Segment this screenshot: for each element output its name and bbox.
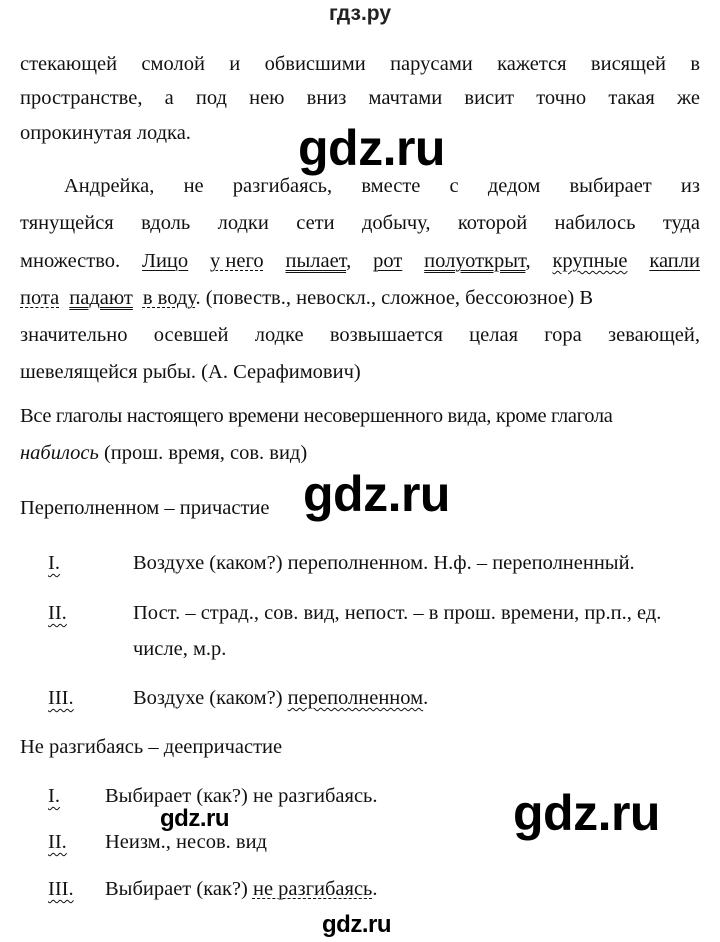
text-line-4: Андрейка, не разгибаясь, вместе с дедом выбирает из — [64, 175, 700, 197]
watermark: gdz.ru — [298, 120, 445, 176]
text-line-11 — [20, 441, 307, 465]
section-title-gerund: Не разгибаясь – деепричастие — [20, 736, 283, 758]
attribute-word: крупные — [552, 250, 628, 272]
roman-numeral: III. — [48, 878, 74, 900]
text-part: Выбирает (как?) — [105, 878, 253, 900]
roman-numeral: II. — [48, 602, 67, 624]
attribute-word: переполненном — [287, 687, 424, 709]
text-line-8: значительно осевшей лодке возвышается целая гора зевающей, — [20, 324, 700, 346]
adverbial-word: не разгибаясь — [252, 878, 373, 900]
item-text: числе, м.р. — [133, 638, 227, 660]
text-rest: . (повеств., невоскл., сложное, бессоюзное) В — [195, 287, 594, 309]
italic-word: набилось — [20, 442, 99, 464]
subject-word: Лицо — [142, 250, 189, 272]
subject-word: рот — [373, 250, 403, 272]
text-line-10: Все глаголы настоящего времени несовершенного вида, кроме глагола — [20, 405, 613, 427]
text-line-9: шевелящейся рыбы. (А. Серафимович) — [20, 361, 361, 383]
text-line-7 — [20, 286, 700, 310]
text-line-3: опрокинутая лодка. — [20, 122, 191, 144]
comma: , — [525, 250, 531, 272]
item-text: Выбирает (как?) не разгибаясь. — [105, 785, 378, 807]
text-line-5: тянущейся вдоль лодки сети добычу, которой набилось туда — [20, 212, 700, 234]
text-part: . — [372, 878, 378, 900]
adverbial-word: у него — [210, 250, 264, 272]
roman-numeral: III. — [48, 687, 74, 709]
attribute-word: пота — [20, 287, 60, 309]
comma: , — [346, 250, 352, 272]
item-text: Воздухе (каком?) переполненном. Н.ф. – переполненный. — [133, 552, 635, 574]
text-rest: (прош. время, сов. вид) — [98, 442, 308, 464]
watermark: gdz.ru — [160, 805, 229, 832]
text-part: Воздухе (каком?) — [133, 687, 288, 709]
watermark: gdz.ru — [513, 785, 660, 841]
adverbial-word: в воду — [142, 287, 196, 309]
word-group — [286, 249, 352, 273]
roman-numeral: I. — [48, 785, 60, 807]
word-group — [424, 249, 530, 273]
roman-numeral: II. — [48, 831, 67, 853]
word: множество. — [20, 250, 121, 272]
section-title-participle: Переполненном – причастие — [20, 497, 270, 519]
item-text: Неизм., несов. вид — [105, 831, 267, 853]
roman-numeral: I. — [48, 552, 60, 574]
watermark: gdz.ru — [303, 466, 450, 522]
site-header: гдз.ру — [328, 2, 392, 25]
item-text — [133, 686, 428, 710]
text-line-1: стекающей смолой и обвисшими парусами кажется висящей в — [20, 53, 700, 75]
predicate-word: пылает — [285, 250, 347, 272]
predicate-word: полуоткрыт — [424, 250, 526, 272]
watermark: gdz.ru — [322, 911, 391, 938]
predicate-word: падают — [69, 287, 133, 309]
word-group — [143, 286, 593, 310]
text-line-6 — [20, 249, 700, 273]
text-part: . — [423, 687, 429, 709]
subject-word: капли — [649, 250, 700, 272]
item-text — [105, 877, 378, 901]
text-line-2: пространстве, а под нею вниз мачтами висит точно такая же — [20, 87, 700, 109]
item-text: Пост. – страд., сов. вид, непост. – в прош. времени, пр.п., ед. — [133, 602, 662, 624]
